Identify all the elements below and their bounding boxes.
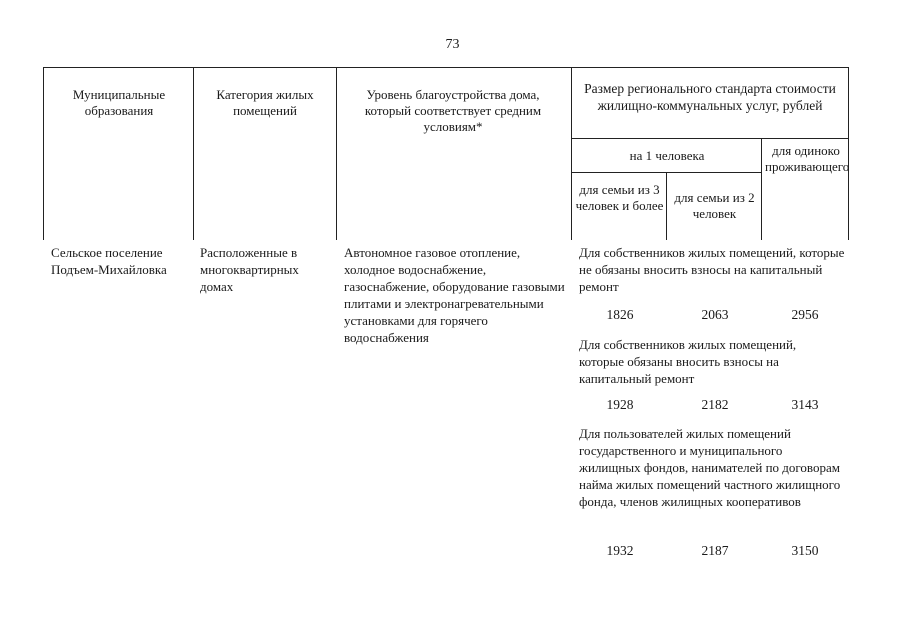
group-3-value-single: 3150: [791, 543, 819, 558]
group-1-value-family2: 2063: [701, 307, 729, 322]
divider-v-4: [666, 172, 667, 240]
row-level: Автономное газовое отопление, холодное водоснабжение, газоснабжение, оборудование газовыми плитами и электронагревательными установками для горячего водоснабжения: [344, 245, 565, 345]
divider-v-1: [193, 67, 194, 240]
group-2-value-family3: 1928: [606, 397, 634, 412]
header-category: Категория жилых помещений: [216, 87, 314, 118]
group-1-label: Для собственников жилых помещений, которые не обязаны вносить взносы на капитальный ремонт: [579, 245, 845, 294]
row-municipality: Сельское поселение Подъем-Михайловка: [51, 245, 167, 277]
divider-v-2: [336, 67, 337, 240]
header-level: Уровень благоустройства дома, который соответствует средним условиям*: [364, 87, 542, 134]
divider-h-2: [571, 172, 761, 173]
header-per-person: на 1 человека: [629, 148, 705, 163]
group-3-label: Для пользователей жилых помещений государственного и муниципального жилищных фондов, нанимателей по договорам найма жилых помещений частного жилищного фонда, членов жилищных кооперативов: [579, 426, 841, 509]
group-2-value-family2: 2182: [701, 397, 729, 412]
row-category: Расположенные в многоквартирных домах: [200, 245, 299, 294]
header-standard: Размер регионального стандарта стоимости жилищно-коммунальных услуг, рублей: [584, 81, 836, 113]
header-municipality: Муниципальные образования: [72, 87, 166, 118]
header-family-3: для семьи из 3 человек и более: [575, 182, 664, 213]
page-number: 73: [445, 37, 460, 52]
header-single: для одиноко проживающего: [765, 143, 850, 174]
divider-h-1: [571, 138, 849, 139]
group-2-label: Для собственников жилых помещений, которые обязаны вносить взносы на капитальный ремонт: [579, 337, 797, 386]
group-3-value-family3: 1932: [606, 543, 634, 558]
group-3-value-family2: 2187: [701, 543, 729, 558]
divider-v-5: [761, 138, 762, 240]
divider-v-3: [571, 67, 572, 240]
group-1-value-single: 2956: [791, 307, 819, 322]
group-1-value-family3: 1826: [606, 307, 634, 322]
header-family-2: для семьи из 2 человек: [674, 190, 755, 221]
group-2-value-single: 3143: [791, 397, 819, 412]
